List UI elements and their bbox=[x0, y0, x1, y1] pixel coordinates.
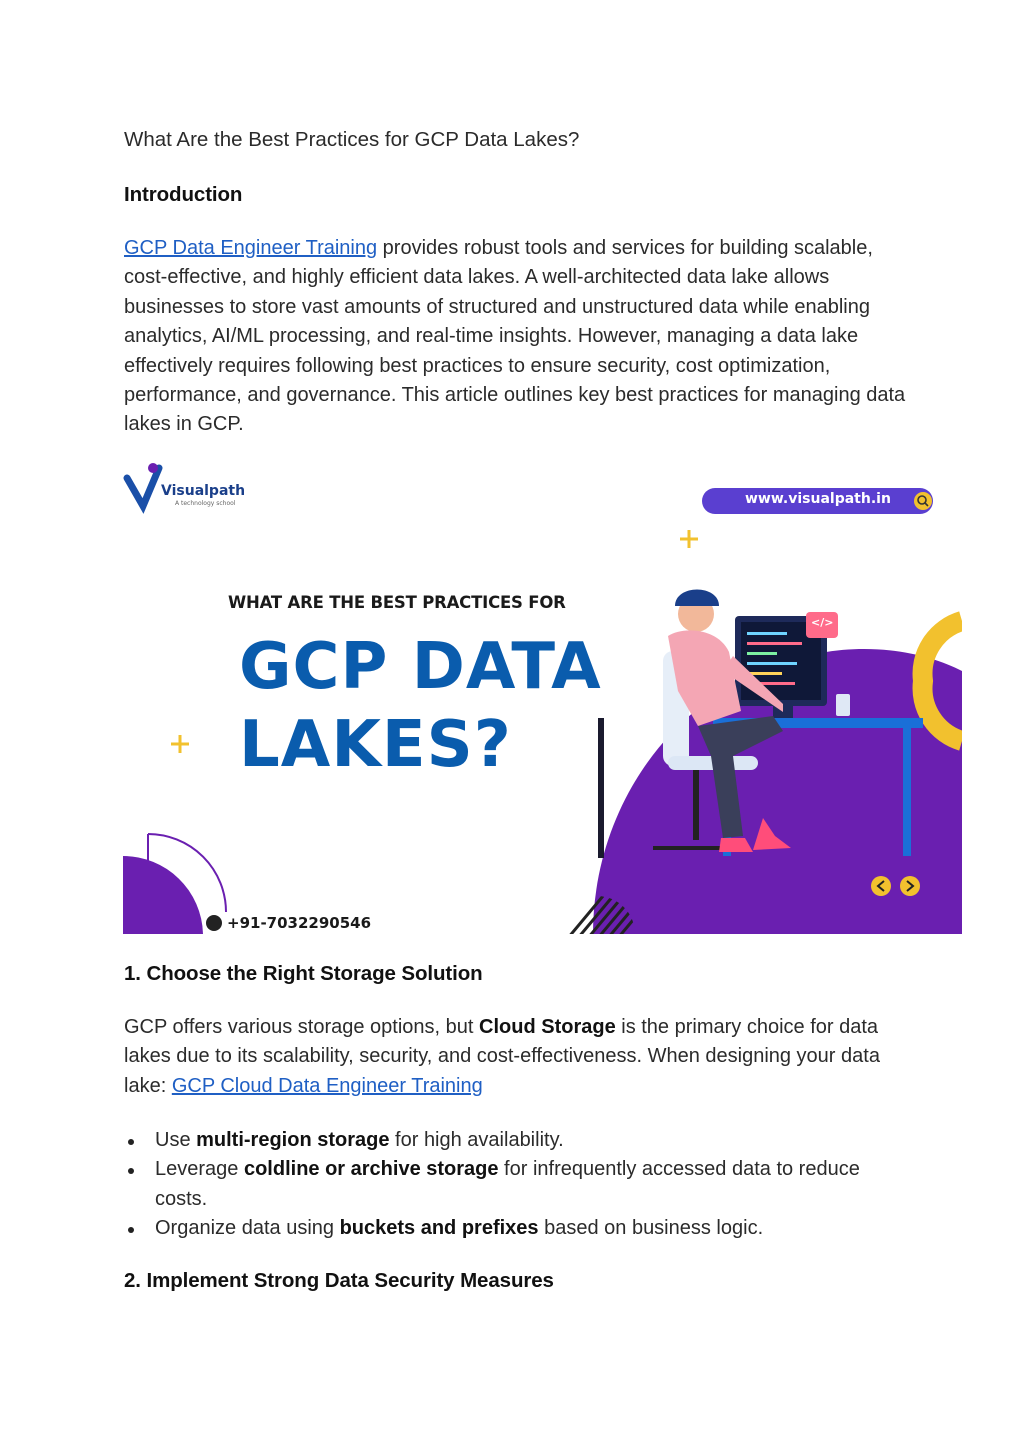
search-icon bbox=[914, 492, 932, 510]
brand-name: Visualpath bbox=[161, 483, 246, 499]
section-1-paragraph bbox=[124, 1013, 914, 1101]
gcp-data-engineer-training-link[interactable]: GCP Data Engineer Training bbox=[124, 237, 378, 259]
section-2-heading: 2. Implement Strong Data Security Measures bbox=[124, 1269, 554, 1292]
banner-kicker: WHAT ARE THE BEST PRACTICES FOR bbox=[228, 593, 566, 612]
bullet-text: Leverage bbox=[155, 1158, 244, 1181]
bullet-text: Organize data using bbox=[155, 1217, 340, 1240]
bullet-text: Use bbox=[155, 1129, 197, 1151]
brand-tagline: A technology school bbox=[175, 500, 236, 507]
website-url: www.visualpath.in bbox=[745, 491, 891, 507]
intro-paragraph bbox=[124, 234, 914, 440]
intro-heading: Introduction bbox=[124, 183, 243, 206]
gcp-cloud-data-engineer-training-link[interactable]: GCP Cloud Data Engineer Training bbox=[171, 1074, 483, 1097]
purple-quarter-circle bbox=[123, 856, 203, 934]
list-item bbox=[124, 1126, 914, 1155]
code-tag: </> bbox=[811, 616, 834, 629]
section-1-text: GCP offers various storage options, but bbox=[124, 1016, 480, 1038]
chevron-right-icon bbox=[900, 876, 920, 896]
document-title: What Are the Best Practices for GCP Data Lakes? bbox=[124, 128, 580, 151]
cloud-storage-term: Cloud Storage bbox=[479, 1016, 616, 1038]
banner-headline-line-2: LAKES? bbox=[239, 708, 512, 782]
section-1-bullet-list bbox=[124, 1126, 914, 1244]
bullet-text: for high availability. bbox=[389, 1129, 564, 1151]
chevron-left-icon bbox=[871, 876, 891, 896]
banner-headline-line-1: GCP DATA bbox=[239, 630, 602, 704]
visualpath-logo-mark bbox=[127, 463, 159, 506]
list-item bbox=[124, 1214, 914, 1243]
bullet-text: for infrequently accessed data to reduce costs. bbox=[155, 1158, 860, 1210]
bullet-bold-term: multi-region storage bbox=[196, 1129, 390, 1151]
list-item bbox=[124, 1155, 914, 1214]
phone-number: +91-7032290546 bbox=[227, 914, 372, 932]
intro-text: provides robust tools and services for building scalable, cost-effective, and highly efficient data lakes. A well-architected data lake allows businesses to store vast amounts of structured and unstructured data while enabling analytics, AI/ML processing, and real-time insights. However, managing a data lake effectively requires following best practices to ensure security, cost optimization, performance, and governance. This article outlines key best practices for managing data lakes in GCP. bbox=[124, 237, 906, 436]
bullet-bold-term: coldline or archive storage bbox=[243, 1158, 499, 1181]
bullet-text: based on business logic. bbox=[538, 1217, 764, 1240]
section-1-text-rest: is the primary choice for data lakes due to its scalability, security, and cost-effectiveness. When designing your data lake: bbox=[124, 1016, 880, 1097]
phone-icon bbox=[206, 915, 222, 931]
section-1-heading: 1. Choose the Right Storage Solution bbox=[124, 962, 483, 985]
bullet-bold-term: buckets and prefixes bbox=[339, 1217, 539, 1240]
article-banner-image bbox=[123, 456, 962, 934]
